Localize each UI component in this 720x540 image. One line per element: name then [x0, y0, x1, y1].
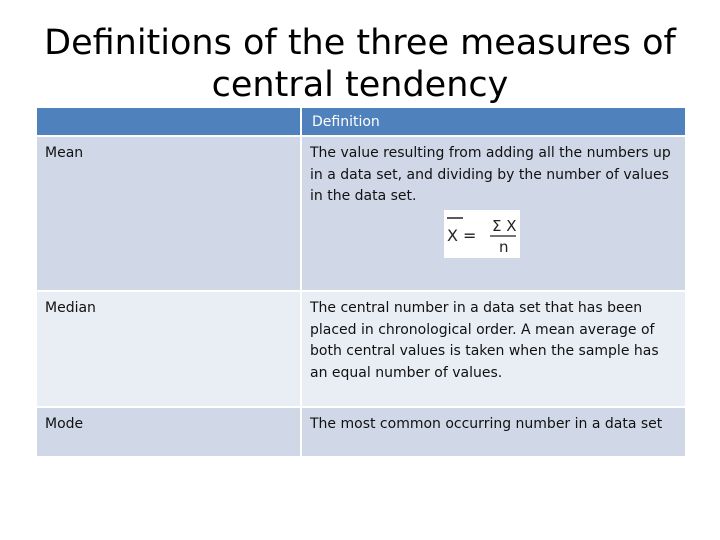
- header-corner-cell: [37, 108, 301, 136]
- term-mode: Mode: [37, 407, 301, 457]
- formula-numerator: Σ X: [492, 216, 517, 235]
- definition-cell-mean: [301, 136, 685, 291]
- header-definition: Definition: [301, 108, 685, 136]
- table-row-median: [37, 291, 685, 407]
- definitions-table: [37, 108, 685, 458]
- definition-median: The central number in a data set that has been placed in chronological order. A mean average of both central values is taken when the sample has an equal number of values.: [301, 291, 685, 407]
- definition-text-mean: The value resulting from adding all the numbers up in a data set, and dividing by the number of values in the data set.: [310, 145, 671, 204]
- definition-mode: The most common occurring number in a data set: [301, 407, 685, 457]
- table-row-mean: [37, 136, 685, 291]
- table-row-mode: [37, 407, 685, 457]
- term-mean: Mean: [37, 136, 301, 291]
- term-median: Median: [37, 291, 301, 407]
- formula-denominator: n: [499, 237, 509, 256]
- slide-title: Definitions of the three measures of central tendency: [44, 23, 676, 105]
- mean-formula-image: [444, 210, 520, 258]
- formula-lhs: X =: [447, 225, 477, 245]
- table-header-row: [37, 108, 685, 136]
